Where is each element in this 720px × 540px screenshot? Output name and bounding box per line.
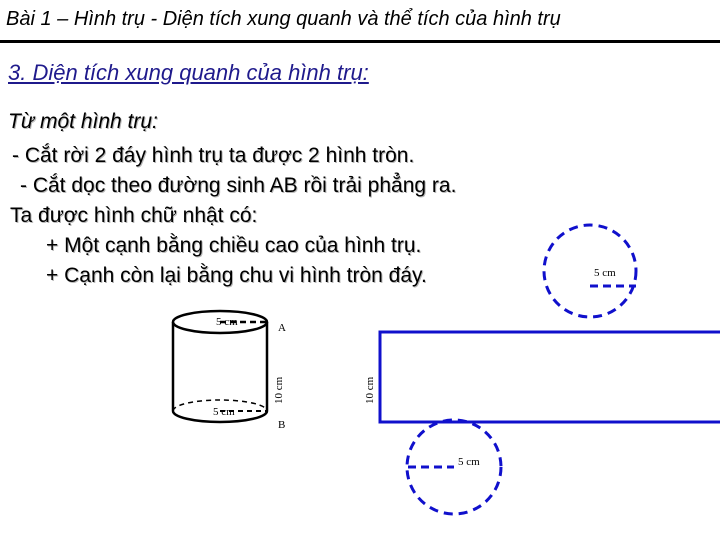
body-line-side-height: + Một cạnh bằng chiều cao của hình trụ. bbox=[46, 234, 422, 257]
body-line-side-circumference: + Cạnh còn lại bằng chu vi hình tròn đáy. bbox=[46, 264, 427, 287]
body-line-cut-generatrix: - Cắt dọc theo đường sinh AB rồi trải phẳng ra. bbox=[20, 174, 457, 197]
point-b-label: B bbox=[278, 419, 286, 431]
cylinder-net bbox=[364, 225, 720, 514]
body-line-result: Ta được hình chữ nhật có: bbox=[10, 204, 258, 227]
cylinder-top-radius-label: 5 cm bbox=[216, 316, 238, 328]
net-bottom-circle-label: 5 cm bbox=[458, 456, 480, 468]
cylinder-height-label: 10 cm bbox=[273, 376, 285, 404]
cylinder-figure bbox=[173, 311, 286, 431]
body-line-intro: Từ một hình trụ: bbox=[8, 110, 158, 133]
cylinder-bottom-radius-label: 5 cm bbox=[213, 406, 235, 418]
net-lateral-rectangle bbox=[380, 332, 720, 422]
slide-title: Bài 1 – Hình trụ - Diện tích xung quanh và thể tích của hình trụ bbox=[6, 8, 561, 30]
net-top-circle-label: 5 cm bbox=[594, 267, 616, 279]
section-heading: 3. Diện tích xung quanh của hình trụ: bbox=[8, 60, 369, 85]
body-line-cut-bases: - Cắt rời 2 đáy hình trụ ta được 2 hình tròn. bbox=[12, 144, 415, 167]
net-height-label: 10 cm bbox=[364, 376, 376, 404]
point-a-label: A bbox=[278, 322, 286, 334]
net-top-base-circle bbox=[544, 225, 636, 317]
